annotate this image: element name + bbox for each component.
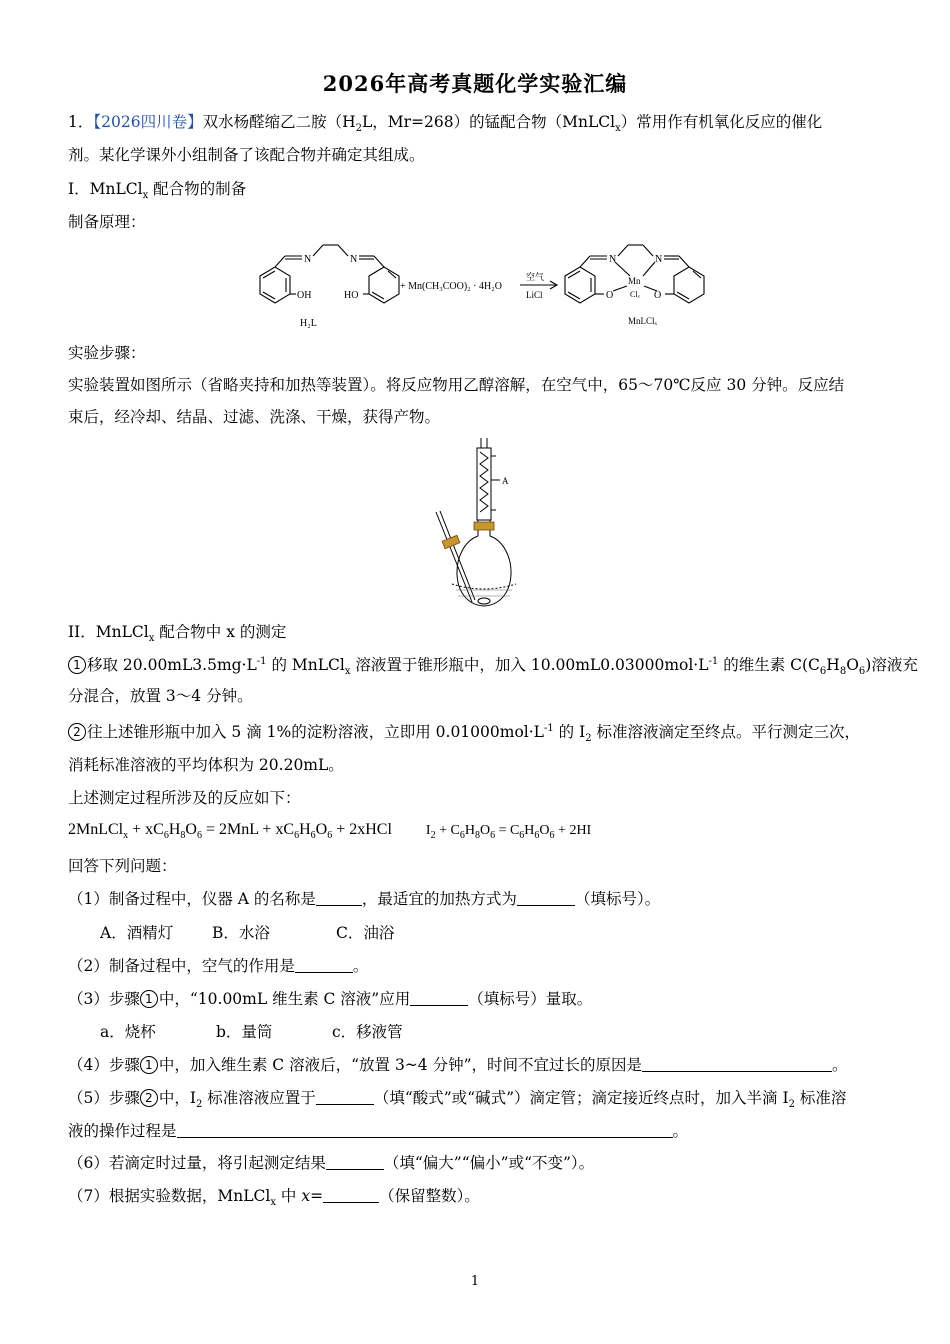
sub-question-3: （3）步骤 1 中，“10.00mL 维生素 C 溶液”应用 （填标号）量取。 <box>68 990 593 1008</box>
equation-2: $I_2 + C_6H_8O_6 = C_6H_6O_6 + 2HI$ <box>425 823 592 841</box>
sub-question-5: （5）步骤 2 中，$I_2$ 标准溶液应置于 （填“酸式”或“碱式”）滴定管；滴定接近终点时，加入半滴 $I_2$ 标准溶 <box>68 1089 847 1111</box>
sub-question-1-options <box>100 923 920 943</box>
option-1b: B．水浴 <box>212 924 270 942</box>
sub-question-4: （4）步骤 1 中，加入维生素 C 溶液后，“放置 3~4 分钟”，时间不宜过长的原因是 。 <box>68 1056 848 1074</box>
step-1-ref-2: 1 <box>140 1056 158 1074</box>
reaction-scheme <box>230 236 730 334</box>
answer-blank-7[interactable] <box>323 1188 379 1203</box>
step-2-marker: 2 <box>68 723 86 741</box>
sub-question-1: （1）制备过程中，仪器 A 的名称是 ，最适宜的加热方式为 （填标号）。 <box>68 890 661 908</box>
sub-question-5-line2: 液的操作过程是 。 <box>68 1122 689 1140</box>
part1-heading: I．MnLCl$_x$ 配合物的制备 <box>68 180 247 202</box>
answer-blank-1a[interactable] <box>316 891 362 906</box>
answer-blank-5a[interactable] <box>316 1090 374 1105</box>
scheme-reagent: + Mn(CH₃COO)₂ · 4H₂O <box>400 281 502 292</box>
scheme-o1: O <box>606 290 614 301</box>
scheme-o2: O <box>654 290 662 301</box>
answer-blank-4[interactable] <box>642 1057 832 1072</box>
question-intro: 1．【2026四川卷】双水杨醛缩乙二胺（$H_2L$，Mr=268）的锰配合物（MnLCl$_x$）常用作有机氧化反应的催化 <box>68 113 823 135</box>
steps-label: 实验步骤： <box>68 344 146 362</box>
step-1-ref: 1 <box>140 990 158 1008</box>
sub-question-7: （7）根据实验数据，MnLCl$_x$ 中 x= （保留整数）。 <box>68 1187 480 1209</box>
reactant-label: H₂L <box>300 318 317 329</box>
principle-label: 制备原理： <box>68 213 146 231</box>
question-intro-line2: 剂。某化学课外小组制备了该配合物并确定其组成。 <box>68 146 425 164</box>
product-label: MnLClₓ <box>628 316 658 326</box>
equations-line <box>68 820 888 841</box>
step2-text: 2 往上述锥形瓶中加入 5 滴 1%的淀粉溶液，立即用 $0.01000mol\cdot L^{-1}$ 的 $I_2$ 标准溶液滴定至终点。平行测定三次， <box>68 722 888 742</box>
scheme-clx: Clₓ <box>630 290 640 299</box>
part2-heading: II．MnLCl$_x$ 配合物中 x 的测定 <box>68 623 287 645</box>
step1-text-line2: 分混合，放置 3～4 分钟。 <box>68 687 253 705</box>
option-3a: a．烧杯 <box>100 1023 156 1041</box>
scheme-product-n2: N <box>655 254 663 265</box>
question-source-tag: 【2026四川卷】 <box>93 113 203 131</box>
reactions-label: 上述测定过程所涉及的反应如下： <box>68 789 301 807</box>
scheme-n2: N <box>350 254 358 265</box>
scheme-oh: OH <box>297 290 312 301</box>
sub-question-6: （6）若滴定时过量，将引起测定结果 （填“偏大”“偏小”或“不变”）。 <box>68 1154 595 1172</box>
page-number: 1 <box>470 1274 480 1289</box>
answer-label: 回答下列问题： <box>68 857 177 875</box>
apparatus-label-a: A <box>502 476 509 486</box>
equation-1: 2MnLCl$_x$ + $xC_6H_8O_6 = 2MnL + xC_6H_6O_6$ + 2xHCl <box>68 821 392 842</box>
step2-text-line2: 消耗标准溶液的平均体积为 20.20mL。 <box>68 756 344 774</box>
option-1c: C．油浴 <box>336 924 395 942</box>
page-title: 2026年高考真题化学实验汇编 <box>322 71 628 96</box>
scheme-product-n1: N <box>609 254 617 265</box>
option-3c: c．移液管 <box>332 1023 403 1041</box>
scheme-n1: N <box>304 254 312 265</box>
steps-text-1: 实验装置如图所示（省略夹持和加热等装置）。将反应物用乙醇溶解，在空气中，65～70℃反应 30 分钟。反应结 <box>68 376 845 394</box>
step-1-marker: 1 <box>68 656 86 674</box>
option-1a: A．酒精灯 <box>100 924 174 942</box>
answer-blank-2[interactable] <box>295 958 353 973</box>
sub-question-3-options <box>100 1022 920 1042</box>
question-number: 1． <box>68 113 94 131</box>
answer-blank-6[interactable] <box>326 1155 384 1170</box>
arrow-condition-top: 空气 <box>526 272 545 282</box>
arrow-condition-bottom: LiCl <box>526 290 543 300</box>
scheme-mn: Mn <box>628 276 641 286</box>
sub-question-2: （2）制备过程中，空气的作用是 。 <box>68 957 369 975</box>
steps-text-2: 束后，经冷却、结晶、过滤、洗涤、干燥，获得产物。 <box>68 408 441 426</box>
answer-blank-5b[interactable] <box>177 1123 673 1138</box>
step1-text: 1 移取 $20.00mL3.5mg\cdot L^{-1}$ 的 MnLCl$_x$ 溶液置于锥形瓶中，加入 $10.00mL0.03000mol\cdot L^{-1}$ 的维生素 $C(C_6H_8O_6)$溶液充 <box>68 655 888 675</box>
answer-blank-1b[interactable] <box>517 891 575 906</box>
answer-blank-3[interactable] <box>410 991 468 1006</box>
scheme-ho: HO <box>344 290 359 301</box>
step-2-ref: 2 <box>140 1089 158 1107</box>
apparatus-diagram <box>430 434 530 614</box>
option-3b: b．量筒 <box>216 1023 273 1041</box>
